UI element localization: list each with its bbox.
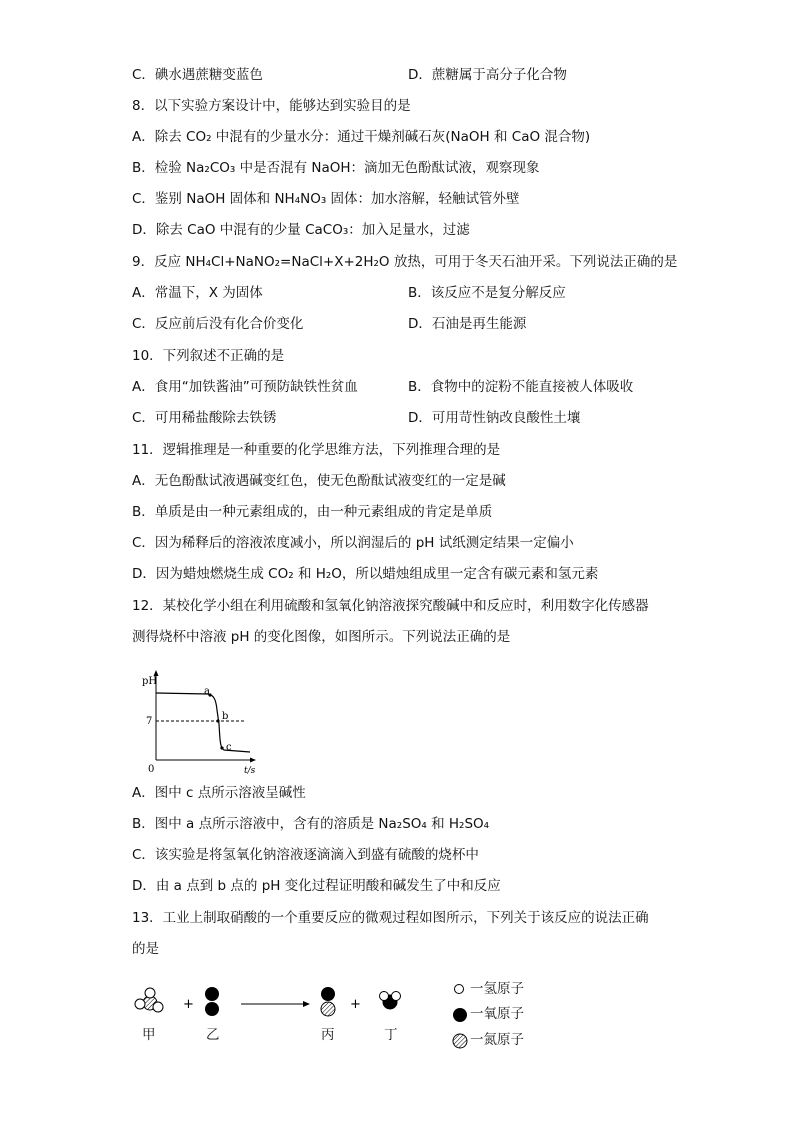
label-yi: 乙 xyxy=(206,1027,220,1043)
ph7-tick-label: 7 xyxy=(146,716,153,727)
q8-option-c: C．鉴别 NaOH 固体和 NH₄NO₃ 固体：加水溶解，轻触试管外壁 xyxy=(132,191,520,207)
q9-option-c: C．反应前后没有化合价变化 xyxy=(132,316,304,332)
q11-option-c: C．因为稀释后的溶液浓度减小，所以润湿后的 pH 试纸测定结果一定偏小 xyxy=(132,535,574,551)
q7-option-d: D．蔗糖属于高分子化合物 xyxy=(408,67,567,83)
q11-option-d: D．因为蜡烛燃烧生成 CO₂ 和 H₂O，所以蜡烛组成里一定含有碳元素和氢元素 xyxy=(132,566,599,582)
h-atom xyxy=(145,988,155,998)
label-ding: 丁 xyxy=(384,1027,398,1043)
ph-curve xyxy=(156,693,250,752)
q13-stem-line1: 13．工业上制取硝酸的一个重要反应的微观过程如图所示，下列关于该反应的说法正确 xyxy=(132,910,649,926)
q9-stem: 9．反应 NH₄Cl+NaNO₂=NaCl+X+2H₂O 放热，可用于冬天石油开采。下列说法正确的是 xyxy=(132,254,678,270)
point-b xyxy=(216,719,219,722)
plus-sign-2: + xyxy=(350,997,361,1012)
reaction-diagram-svg xyxy=(128,982,458,1054)
legend-hydrogen-label: 一氢原子 xyxy=(470,981,524,997)
q10-stem: 10．下列叙述不正确的是 xyxy=(132,348,285,364)
q10-option-c: C．可用稀盐酸除去铁锈 xyxy=(132,410,277,426)
q9-option-d: D．石油是再生能源 xyxy=(408,316,527,332)
oxygen-atom-icon xyxy=(452,1007,468,1023)
q8-option-d: D．除去 CaO 中混有的少量 CaCO₃：加入足量水，过滤 xyxy=(132,222,470,238)
h-atom xyxy=(392,992,401,1001)
molecule-ding xyxy=(380,992,401,1010)
q11-stem: 11．逻辑推理是一种重要的化学思维方法，下列推理合理的是 xyxy=(132,442,501,458)
q10-option-b: B．食物中的淀粉不能直接被人体吸收 xyxy=(408,379,634,395)
q10-option-a: A．食用“加铁酱油”可预防缺铁性贫血 xyxy=(132,379,358,395)
label-jia: 甲 xyxy=(142,1027,156,1043)
o-atom xyxy=(205,987,219,1001)
q10-option-d: D．可用苛性钠改良酸性土壤 xyxy=(408,410,581,426)
ph-chart xyxy=(136,662,266,778)
q12-stem-line1: 12．某校化学小组在利用硫酸和氢氧化钠溶液探究酸碱中和反应时，利用数字化传感器 xyxy=(132,598,649,614)
origin-label: 0 xyxy=(148,764,155,775)
point-b-label: b xyxy=(222,711,229,722)
legend-oxygen-label: 一氧原子 xyxy=(470,1006,524,1022)
o-atom xyxy=(321,987,335,1001)
x-axis-label: t/s xyxy=(244,766,256,776)
atom-legend xyxy=(452,980,572,1056)
q9-option-a: A．常温下，X 为固体 xyxy=(132,285,263,301)
h-atom xyxy=(153,1002,163,1012)
ph-chart-svg xyxy=(136,662,266,778)
legend-nitrogen-label: 一氮原子 xyxy=(470,1032,524,1048)
q8-option-a: A．除去 CO₂ 中混有的少量水分：通过干燥剂碱石灰(NaOH 和 CaO 混合物) xyxy=(132,129,591,145)
x-axis-arrow xyxy=(250,758,256,763)
h-atom xyxy=(135,999,145,1009)
q7-option-c: C．碘水遇蔗糖变蓝色 xyxy=(132,67,263,83)
q12-option-b: B．图中 a 点所示溶液中，含有的溶质是 Na₂SO₄ 和 H₂SO₄ xyxy=(132,816,490,832)
o-atom xyxy=(205,1002,219,1016)
reaction-arrowhead xyxy=(303,1001,310,1007)
q8-stem: 8．以下实验方案设计中，能够达到实验目的是 xyxy=(132,98,411,114)
point-c-label: c xyxy=(226,742,232,753)
molecule-yi xyxy=(205,987,219,1016)
point-c xyxy=(220,746,223,749)
q12-option-a: A．图中 c 点所示溶液呈碱性 xyxy=(132,785,306,801)
nitrogen-atom-icon xyxy=(452,1033,468,1049)
plus-sign-1: + xyxy=(183,997,194,1012)
molecule-jia xyxy=(135,988,163,1012)
n-atom xyxy=(321,1002,335,1016)
q12-option-d: D．由 a 点到 b 点的 pH 变化过程证明酸和碱发生了中和反应 xyxy=(132,878,501,894)
molecule-bing xyxy=(321,987,335,1016)
label-bing: 丙 xyxy=(321,1027,335,1043)
q9-option-b: B．该反应不是复分解反应 xyxy=(408,285,566,301)
h-atom xyxy=(380,992,389,1001)
q12-stem-line2: 测得烧杯中溶液 pH 的变化图像，如图所示。下列说法正确的是 xyxy=(132,629,511,645)
hydrogen-atom-icon xyxy=(452,982,466,996)
q11-option-a: A．无色酚酞试液遇碱变红色，使无色酚酞试液变红的一定是碱 xyxy=(132,473,506,489)
y-axis-label: pH xyxy=(142,676,158,687)
q12-option-c: C．该实验是将氢氧化钠溶液逐滴滴入到盛有硫酸的烧杯中 xyxy=(132,847,479,863)
q8-option-b: B．检验 Na₂CO₃ 中是否混有 NaOH：滴加无色酚酞试液，观察现象 xyxy=(132,160,540,176)
point-a-label: a xyxy=(204,686,210,697)
q13-stem-line2: 的是 xyxy=(132,941,159,957)
q11-option-b: B．单质是由一种元素组成的，由一种元素组成的肯定是单质 xyxy=(132,504,493,520)
